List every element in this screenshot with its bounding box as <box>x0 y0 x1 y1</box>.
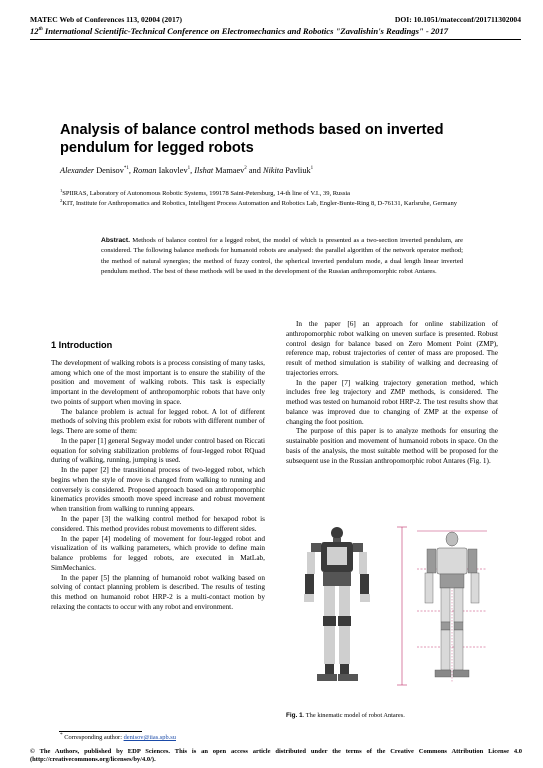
author-sup: *1 <box>123 166 129 172</box>
author-first: Roman <box>133 166 157 175</box>
paragraph: In the paper [5] the planning of humanoid robot walking based on solving of contact planning problem is described. The results of testing this method on humanoid robot HRP-2 is a multi-contact motion by relaxing the contacts to occur with any robot and environment. <box>51 573 265 611</box>
footnote-text: Corresponding author: <box>64 734 124 742</box>
author-sup: 1 <box>187 166 191 172</box>
figure-caption <box>286 712 405 719</box>
right-column <box>286 320 498 466</box>
paragraph: The balance problem is actual for legged robot. A lot of different methods of solving this problem exist for robots with different number of legs. There are some of them: <box>51 407 265 436</box>
author-last: Pavliuk <box>285 166 311 175</box>
author-separator: , <box>128 166 133 175</box>
author-last: Iakovlev <box>158 166 188 175</box>
author-sup: 2 <box>244 166 247 172</box>
conference-name: International Scientific-Technical Conference on Electromechanics and Robotics "Zavalishin's Readings" - 2017 <box>44 26 449 36</box>
abstract-text: Methods of balance control for a legged robot, the model of which is presented as a two-section inverted pendulum, are considered. The following balance methods for humanoid robots are analysed: the parallel algorithm of the network operator method; the method of natural synergies; the method of fuzzy control, the spherical inverted pendulum mode, a dual length linear inverted pendulum method. The best of these methods will be used in the development of the Russian anthropomorphic robot Antares. <box>101 237 463 275</box>
author-separator: , <box>190 166 195 175</box>
footnote-marker: * <box>60 732 63 738</box>
figure-caption-text: . The kinematic model of robot Antares. <box>302 712 405 719</box>
affiliation-sup: 1 <box>60 188 63 193</box>
figure-label: Fig. 1 <box>286 712 303 719</box>
affiliation-text: SPIIRAS, Laboratory of Autonomous Robotic Systems, 199178 Saint-Petersburg, 14-th line of V.I., 39, Russia <box>62 190 351 198</box>
author-sup: 1 <box>310 166 314 172</box>
abstract <box>101 236 463 277</box>
author-and: and <box>246 166 263 175</box>
affiliation-text: KIT, Institute for Anthropomatics and Robotics, Intelligent Process Automation and Robotics Lab, Engler-Bunte-Ring 8, D-76131, Karlsruhe, Germany <box>62 200 457 208</box>
affiliation <box>60 196 500 209</box>
section-heading: 1 Introduction <box>51 340 113 350</box>
author-list <box>60 166 313 175</box>
journal-citation: MATEC Web of Conferences 113, 02004 (2017) <box>30 15 183 24</box>
paragraph: The development of walking robots is a process consisting of many tasks, among which one of the most important is to ensure the stability of the position and movement of walking robots. This task is especially important in the development of anthropomorphic robots that have only two points of support when moving in space. <box>51 358 265 406</box>
paragraph: In the paper [6] an approach for online stabilization of anthropomorphic robot walking on uneven surface is presented. Robust control design for balance based on Zero Moment Point (ZMP), reference map, robust trajectories of center of mass are proposed. The result of method simulation is stability of walking and decreasing of trajectories errors. <box>286 320 498 377</box>
paragraph: In the paper [7] walking trajectory generation method, which includes free leg trajectory and ZMP methods, is considered. The method was tested on humanoid robot HRP-2. The test results show that balance was improved due to changing of ZMP at the expense of changing the foot position. <box>286 378 498 426</box>
author-first: Nikita <box>262 166 284 175</box>
robot-kinematic-sketch <box>397 527 487 685</box>
paper-title: Analysis of balance control methods based on inverted pendulum for legged robots <box>60 122 444 156</box>
author-last: Mamaev <box>215 166 245 175</box>
robot-photo <box>304 527 370 681</box>
header-rule <box>30 39 521 40</box>
author-first: Ilshat <box>194 166 214 175</box>
license-statement: © The Authors, published by EDP Sciences. This is an open access article distributed under the terms of the Creative Commons Attribution License 4.0 (http://creativecommons.org/licenses/by/4.0/). <box>30 748 522 764</box>
paragraph: In the paper [4] modeling of movement for four-legged robot and visualization of its walking parameters, which provide to define main balance problems for legged robots, are executed in MatLab, SimMechanics. <box>51 534 265 572</box>
paragraph: In the paper [1] general Segway model under control based on Riccati equation for solving stabilization problems of four-legged robot RQuad during of walking, running, jumping is used. <box>51 436 265 465</box>
affiliation-sup: 2 <box>60 198 63 203</box>
author-last: Denisov <box>96 166 124 175</box>
paragraph: In the paper [2] the transitional process of two-legged robot, which begins when the style of move is changed from walking to running and conversely is considered. Proposed approach based on anthropomorphic kinematics provides smooth move speed increase and robust movement when transition from walking to running appears. <box>51 466 265 514</box>
paragraph: In the paper [3] the walking control method for hexapod robot is considered. This method provides robust movements to different sides. <box>51 515 265 533</box>
conference-line <box>30 26 521 36</box>
running-header <box>30 15 521 24</box>
footnote <box>60 732 176 741</box>
abstract-label: Abstract. <box>101 237 130 244</box>
conf-ordinal-sup: th <box>38 27 43 33</box>
author-email-link[interactable]: denisov@iias.spb.su <box>123 734 176 742</box>
figure-robot-antares <box>287 525 499 701</box>
author-first: Alexander <box>60 166 95 175</box>
doi: DOI: 10.1051/matecconf/201711302004 <box>394 15 521 24</box>
robot-kinematic-model-illustration <box>287 525 499 701</box>
left-column <box>51 341 265 613</box>
paragraph: The purpose of this paper is to analyze methods for ensuring the sustainable position and movement of humanoid robots in space. On the basis of the analysis, the most suitable method will be proposed for the subsequent use in the Russian anthropomorphic robot Antares (Fig. 1). <box>286 427 498 465</box>
conf-ordinal-number: 12 <box>30 26 39 36</box>
